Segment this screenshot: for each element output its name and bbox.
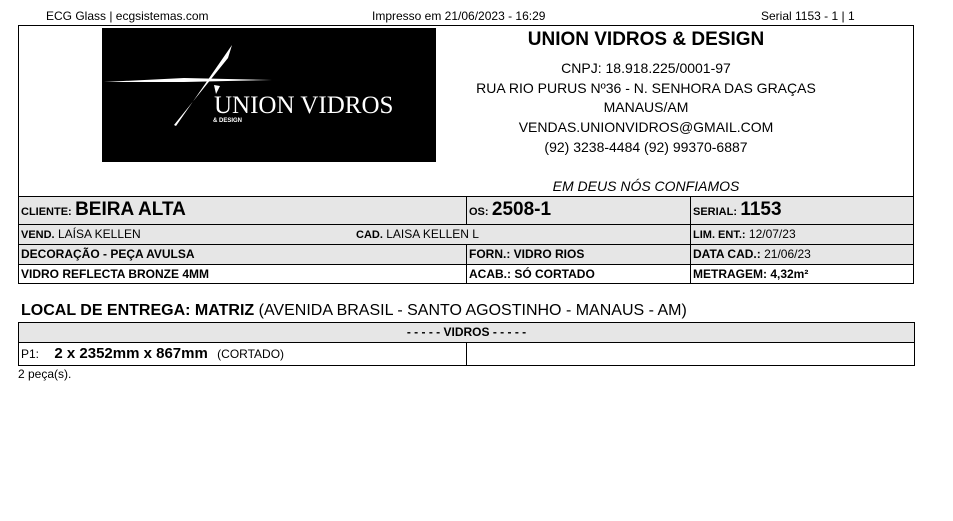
lim-ent-field <box>693 227 796 243</box>
serial-page: Serial 1153 - 1 | 1 <box>761 9 855 23</box>
piece-status: (CORTADO) <box>217 347 285 361</box>
vendor-value: LAÍSA KELLEN <box>57 227 141 241</box>
serial-label: SERIAL: <box>693 206 737 218</box>
piece-count: 2 peça(s). <box>18 367 72 381</box>
divider <box>466 196 467 224</box>
cad-label: CAD. <box>356 229 383 241</box>
lim-ent-label: LIM. ENT.: <box>693 229 746 241</box>
divider <box>466 244 467 284</box>
piece-id: P1: <box>21 347 40 361</box>
delivery-address: (AVENIDA BRASIL - SANTO AGOSTINHO - MANAUS - AM) <box>254 302 687 319</box>
data-cad-field <box>693 247 811 262</box>
serial-value: 1153 <box>740 199 782 220</box>
svg-text:& DESIGN: & DESIGN <box>213 118 243 124</box>
company-logo <box>102 28 436 162</box>
divider <box>18 224 914 225</box>
company-phones: (92) 3238-4484 (92) 99370-6887 <box>544 139 748 155</box>
company-email: VENDAS.UNIONVIDROS@GMAIL.COM <box>518 119 774 135</box>
delivery-location <box>21 301 687 320</box>
star-logo-icon <box>102 28 436 162</box>
cad-field <box>356 227 479 243</box>
company-slogan: EM DEUS NÓS CONFIAMOS <box>552 178 740 194</box>
company-cnpj: CNPJ: 18.918.225/0001-97 <box>561 60 731 76</box>
footer-brand: ECG Glass | ecgsistemas.com <box>46 9 209 23</box>
os-field <box>469 199 551 223</box>
decoracao-field: DECORAÇÃO - PEÇA AVULSA <box>21 247 195 261</box>
client-field <box>21 199 186 223</box>
vidros-title: - - - - - VIDROS - - - - - <box>406 325 527 339</box>
divider <box>466 342 467 365</box>
svg-text:UNION VIDROS: UNION VIDROS <box>214 92 394 119</box>
delivery-label: LOCAL DE ENTREGA: MATRIZ <box>21 302 255 319</box>
metragem-field: METRAGEM: 4,32m² <box>693 267 809 281</box>
company-address: RUA RIO PURUS Nº36 - N. SENHORA DAS GRAÇAS <box>476 80 816 96</box>
lim-ent-value: 12/07/23 <box>748 227 796 241</box>
print-timestamp: Impresso em 21/06/2023 - 16:29 <box>372 9 546 23</box>
cad-value: LAISA KELLEN L <box>386 227 479 241</box>
data-cad-value: 21/06/23 <box>764 247 811 261</box>
client-value: BEIRA ALTA <box>75 199 186 220</box>
data-cad-label: DATA CAD.: <box>693 247 761 261</box>
vendor-label: VEND. <box>21 229 55 241</box>
divider <box>690 196 691 284</box>
vendor-field <box>21 227 141 243</box>
company-name: UNION VIDROS & DESIGN <box>527 29 765 50</box>
acabamento-field: ACAB.: SÓ CORTADO <box>469 267 595 281</box>
serial-field <box>693 199 782 223</box>
table-row <box>21 346 284 362</box>
company-city: MANAUS/AM <box>603 99 689 115</box>
os-value: 2508-1 <box>491 199 552 220</box>
os-label: OS: <box>469 206 489 218</box>
piece-size: 2 x 2352mm x 867mm <box>54 345 208 362</box>
client-label: CLIENTE: <box>21 206 72 218</box>
fornecedor-field: FORN.: VIDRO RIOS <box>469 247 585 261</box>
vidro-field: VIDRO REFLECTA BRONZE 4MM <box>21 267 209 281</box>
